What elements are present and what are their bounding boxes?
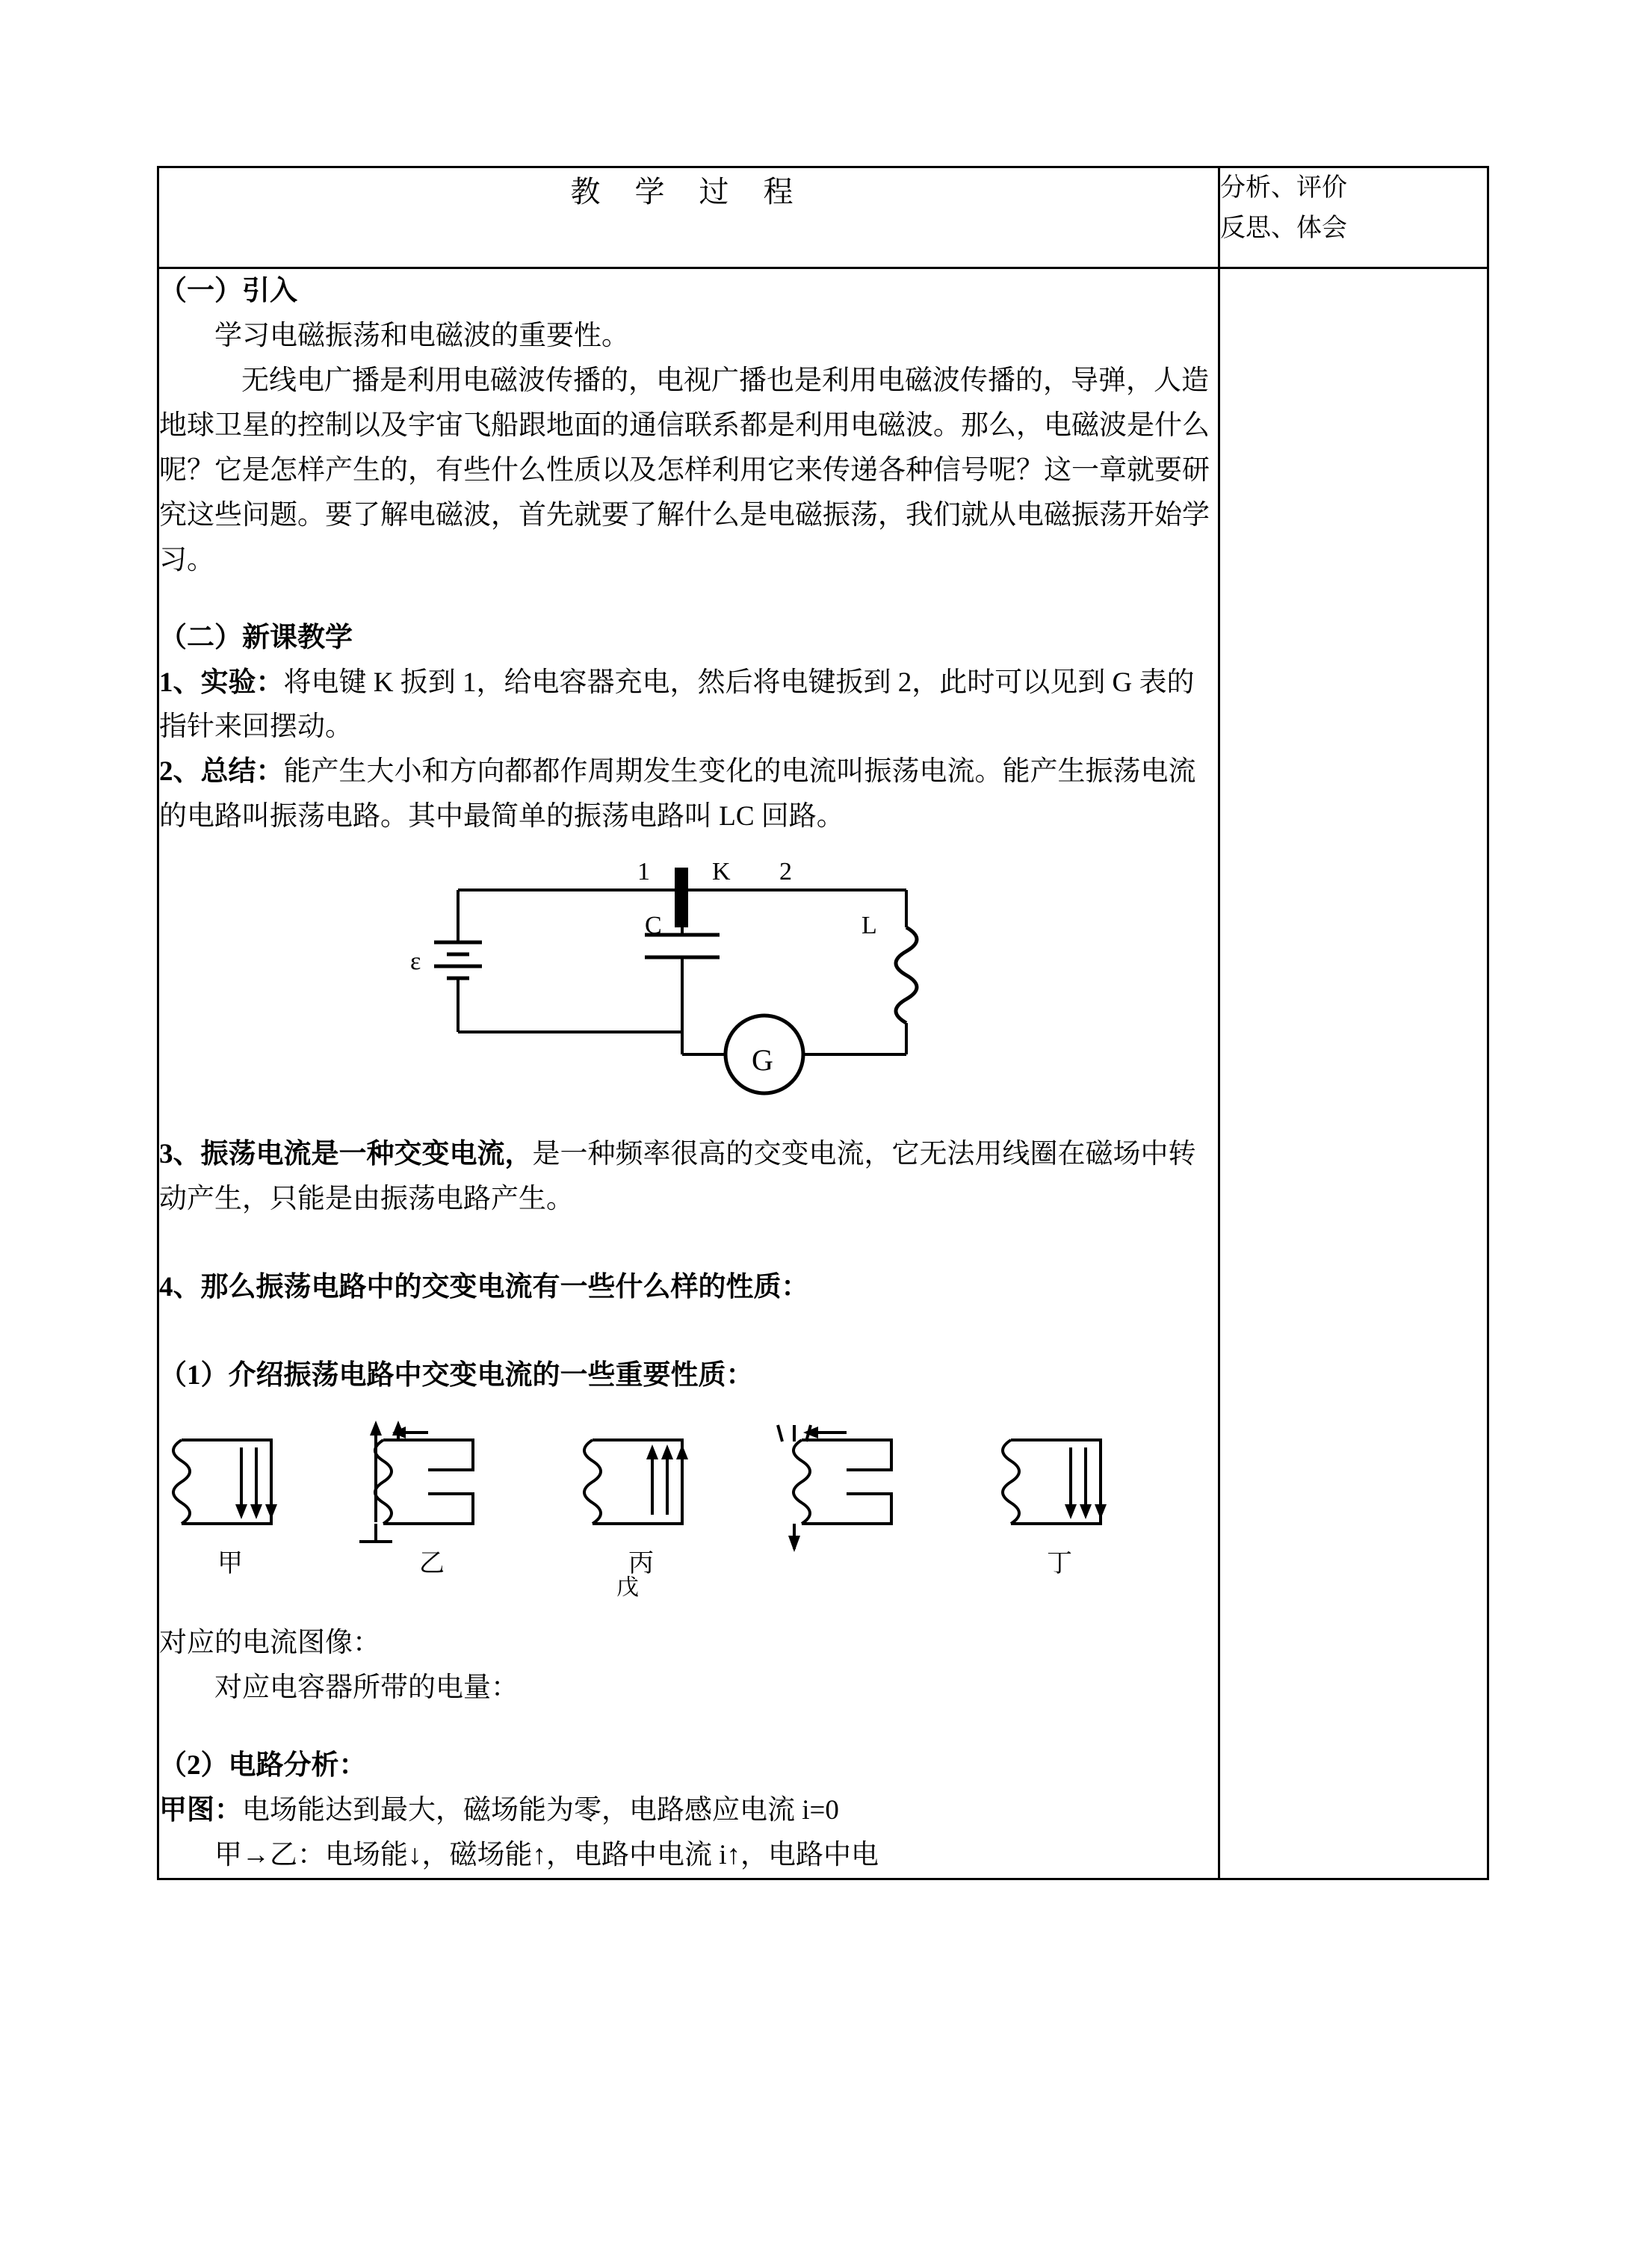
coil-states-figure — [159, 1410, 1160, 1604]
lc-label-C: C — [645, 912, 662, 940]
item-3-text: 是一种频率很高的交变电流，它无法用线圈在磁场中转动产生，只能是由振荡电路产生。 — [159, 1139, 1196, 1215]
coil-label-wu: 戊 — [616, 1575, 639, 1600]
intro-paragraph-1: 学习电磁振荡和电磁波的重要性。 — [214, 320, 629, 351]
current-graph-note: 对应的电流图像： — [159, 1628, 380, 1658]
item-1 — [159, 661, 1218, 750]
analysis-jia-text: 电场能达到最大，磁场能为零，电路感应电流 i=0 — [242, 1794, 839, 1826]
analysis-notes-cell[interactable] — [1219, 268, 1488, 1879]
header-analysis-line2: 反思、体会 — [1220, 214, 1347, 243]
header-analysis-line1: 分析、评价 — [1220, 174, 1347, 202]
lc-label-G: G — [752, 1043, 773, 1078]
item-1-label: 1、实验： — [159, 667, 284, 698]
item-2-label: 2、总结： — [159, 756, 284, 788]
header-cell-analysis — [1219, 167, 1488, 268]
item-2 — [159, 750, 1218, 839]
analysis-jia — [159, 1788, 1218, 1833]
coil-label-ding: 丁 — [1047, 1550, 1072, 1577]
analysis-jia-to-yi: 甲→乙：电场能↓，磁场能↑，电路中电流 i↑，电路中电 — [214, 1839, 879, 1870]
lc-circuit-svg — [159, 845, 1160, 1099]
main-content-cell — [158, 268, 1219, 1879]
item-2-text: 能产生大小和方向都都作周期发生变化的电流叫振荡电流。能产生振荡电流的电路叫振荡电路。其中最简单的振荡电路叫 LC 回路。 — [159, 756, 1196, 832]
item-4-1: （1）介绍振荡电路中交变电流的一些重要性质： — [159, 1360, 754, 1391]
item-4-2: （2）电路分析： — [159, 1749, 367, 1781]
coil-states-svg — [159, 1410, 1160, 1582]
lc-label-2: 2 — [779, 858, 792, 886]
item-1-text: 将电键 K 扳到 1，给电容器充电，然后将电键扳到 2，此时可以见到 G 表的指针来回摆动。 — [159, 667, 1195, 743]
coil-label-bing: 丙 — [628, 1550, 654, 1577]
lc-label-epsilon: ε — [410, 948, 421, 976]
analysis-jia-label: 甲图： — [159, 1794, 242, 1826]
coil-label-jia: 甲 — [217, 1550, 243, 1577]
section-intro-title: （一）引入 — [159, 276, 297, 306]
item-3 — [159, 1132, 1218, 1222]
header-cell-process: 教 学 过 程 — [158, 167, 1219, 268]
table-body-row — [158, 268, 1488, 1879]
lc-label-K: K — [712, 858, 731, 886]
capacitor-charge-note: 对应电容器所带的电量： — [214, 1672, 519, 1703]
lc-label-1: 1 — [637, 858, 650, 886]
coil-label-yi: 乙 — [419, 1550, 445, 1577]
item-3-label: 3、振荡电流是一种交变电流， — [159, 1139, 533, 1170]
lesson-plan-table — [157, 166, 1489, 1880]
lc-label-L: L — [861, 912, 877, 940]
intro-paragraph-2: 无线电广播是利用电磁波传播的，电视广播也是利用电磁波传播的，导弹，人造地球卫星的控制以及宇宙飞船跟地面的通信联系都是利用电磁波。那么，电磁波是什么呢？它是怎样产生的，有些什么性质以及怎样利用它来传递各种信号呢？这一章就要研究这些问题。要了解电磁波，首先就要了解什么是电磁振荡，我们就从电磁振荡开始学习。 — [159, 365, 1210, 575]
lc-circuit-figure — [159, 845, 1160, 1099]
item-4: 4、那么振荡电路中的交变电流有一些什么样的性质： — [159, 1272, 809, 1303]
section-newlesson-title: （二）新课教学 — [159, 622, 353, 653]
table-header-row — [158, 167, 1488, 268]
